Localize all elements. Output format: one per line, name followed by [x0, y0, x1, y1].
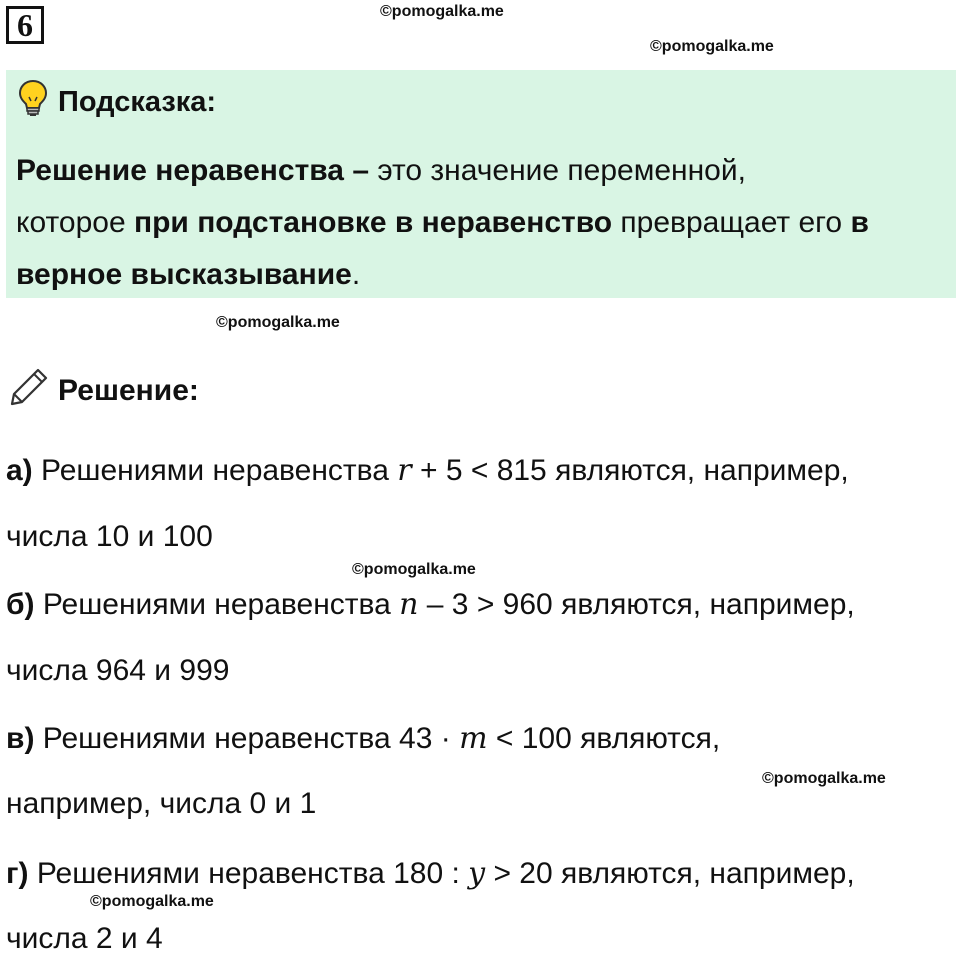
watermark: ©pomogalka.me: [90, 893, 214, 910]
watermark: ©pomogalka.me: [352, 561, 476, 578]
item-a-line-2: числа 10 и 100: [6, 520, 213, 553]
variable: m: [459, 721, 488, 756]
item-v-line-2: например, числа 0 и 1: [6, 787, 317, 820]
variable: y: [468, 856, 486, 891]
hint-text-span: это значение переменной,: [369, 154, 746, 187]
item-text: > 20 являются, например,: [485, 857, 855, 890]
hint-title: Подсказка:: [58, 85, 217, 118]
variable: n: [399, 587, 419, 622]
item-text: – 3 > 960 являются, например,: [418, 588, 855, 621]
item-g-line-2: числа 2 и 4: [6, 922, 163, 955]
pencil-icon: [8, 366, 50, 416]
hint-term: Решение неравенства –: [16, 154, 370, 187]
item-g-line-1: [6, 856, 855, 891]
hint-text-span: которое: [16, 206, 134, 239]
watermark: ©pomogalka.me: [762, 770, 886, 787]
solution-title: Решение:: [58, 374, 199, 407]
variable: r: [397, 453, 412, 488]
item-b-line-2: числа 964 и 999: [6, 654, 230, 687]
item-a-line-1: [6, 453, 849, 488]
solution-heading: [8, 368, 199, 414]
hint-line-3: [16, 249, 946, 301]
item-text: Решениями неравенства 43 ·: [34, 722, 460, 755]
item-v-line-1: [6, 721, 720, 756]
item-text: + 5 < 815 являются, например,: [411, 454, 849, 487]
item-text: < 100 являются,: [487, 722, 721, 755]
item-label: г): [6, 857, 29, 890]
item-label: б): [6, 588, 35, 621]
watermark: ©pomogalka.me: [216, 314, 340, 331]
hint-bold-span: при подстановке в неравенство: [133, 206, 613, 239]
item-text: Решениями неравенства: [32, 454, 398, 487]
item-text: Решениями неравенства: [34, 588, 400, 621]
hint-heading: [18, 82, 216, 122]
watermark: ©pomogalka.me: [650, 38, 774, 55]
item-b-line-1: [6, 587, 855, 622]
watermark: ©pomogalka.me: [380, 3, 504, 20]
item-label: а): [6, 454, 33, 487]
hint-text-span: превращает его: [612, 206, 851, 239]
task-number: 6: [6, 6, 44, 44]
item-text: Решениями неравенства 180 :: [28, 857, 469, 890]
hint-bold-span: в: [850, 206, 869, 239]
hint-text-span: .: [351, 258, 361, 291]
hint-text: [16, 145, 946, 301]
hint-bold-span: верное высказывание: [16, 258, 352, 291]
item-label: в): [6, 722, 35, 755]
hint-line-2: [16, 197, 946, 249]
lightbulb-icon: [18, 79, 48, 125]
hint-line-1: [16, 145, 946, 197]
